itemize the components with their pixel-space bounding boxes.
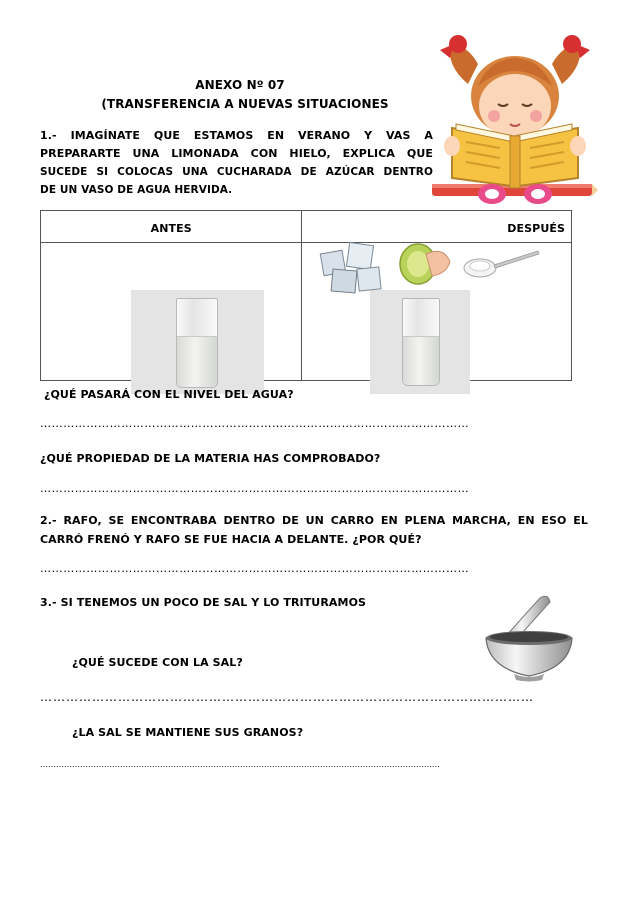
sugar-spoon-icon: [460, 248, 540, 280]
question-salt: ¿QUÉ SUCEDE CON LA SAL?: [72, 656, 243, 669]
question-property: ¿QUÉ PROPIEDAD DE LA MATERIA HAS COMPROBADO?: [40, 452, 381, 465]
question-grains: ¿LA SAL SE MANTIENE SUS GRANOS?: [72, 726, 304, 739]
question-1-line: DE UN VASO DE AGUA HERVIDA.: [40, 184, 233, 196]
lemon-icon: [392, 238, 454, 286]
question-1-line: SUCEDE SI COLOCAS UNA CUCHARADA DE AZÚCAR DENTRO: [40, 166, 433, 178]
question-2-line: 2.- RAFO, SE ENCONTRABA DENTRO DE UN CARRO EN PLENA MARCHA, EN ESO EL: [40, 514, 588, 527]
glass-of-water-icon: [370, 290, 470, 394]
answer-line: ……………………………………………………………………………………………………: [40, 690, 534, 704]
answer-line: ……………………………………………………………………………………………………………………………….…..: [40, 760, 440, 769]
column-header-before: ANTES: [150, 222, 192, 235]
question-2-line: CARRÓ FRENÓ Y RAFO SE FUE HACIA A DELANTE. ¿POR QUÉ?: [40, 533, 422, 546]
before-after-table: [40, 210, 572, 381]
page-title: ANEXO Nº 07: [195, 78, 285, 92]
answer-line: …………………………………………………………………………………………………: [40, 562, 470, 575]
girl-reading-icon: [430, 24, 598, 218]
question-1-line: 1.- IMAGÍNATE QUE ESTAMOS EN VERANO Y VAS A: [40, 129, 433, 142]
question-1-line: PREPARARTE UNA LIMONADA CON HIELO, EXPLICA QUE: [40, 147, 433, 160]
answer-line: …………………………………………………………………………………………………: [40, 417, 470, 430]
mortar-pestle-icon: [476, 592, 582, 682]
question-3-title: 3.- SI TENEMOS UN POCO DE SAL Y LO TRITURAMOS: [40, 596, 367, 609]
answer-line: …………………………………………………………………………………………………: [40, 482, 470, 495]
page-subtitle: (TRANSFERENCIA A NUEVAS SITUACIONES: [101, 97, 389, 111]
question-water-level: ¿QUÉ PASARÁ CON EL NIVEL DEL AGUA?: [44, 388, 294, 401]
column-header-after: DESPUÉS: [507, 222, 565, 235]
glass-of-water-icon: [131, 290, 264, 394]
ice-cubes-icon: [318, 238, 384, 298]
